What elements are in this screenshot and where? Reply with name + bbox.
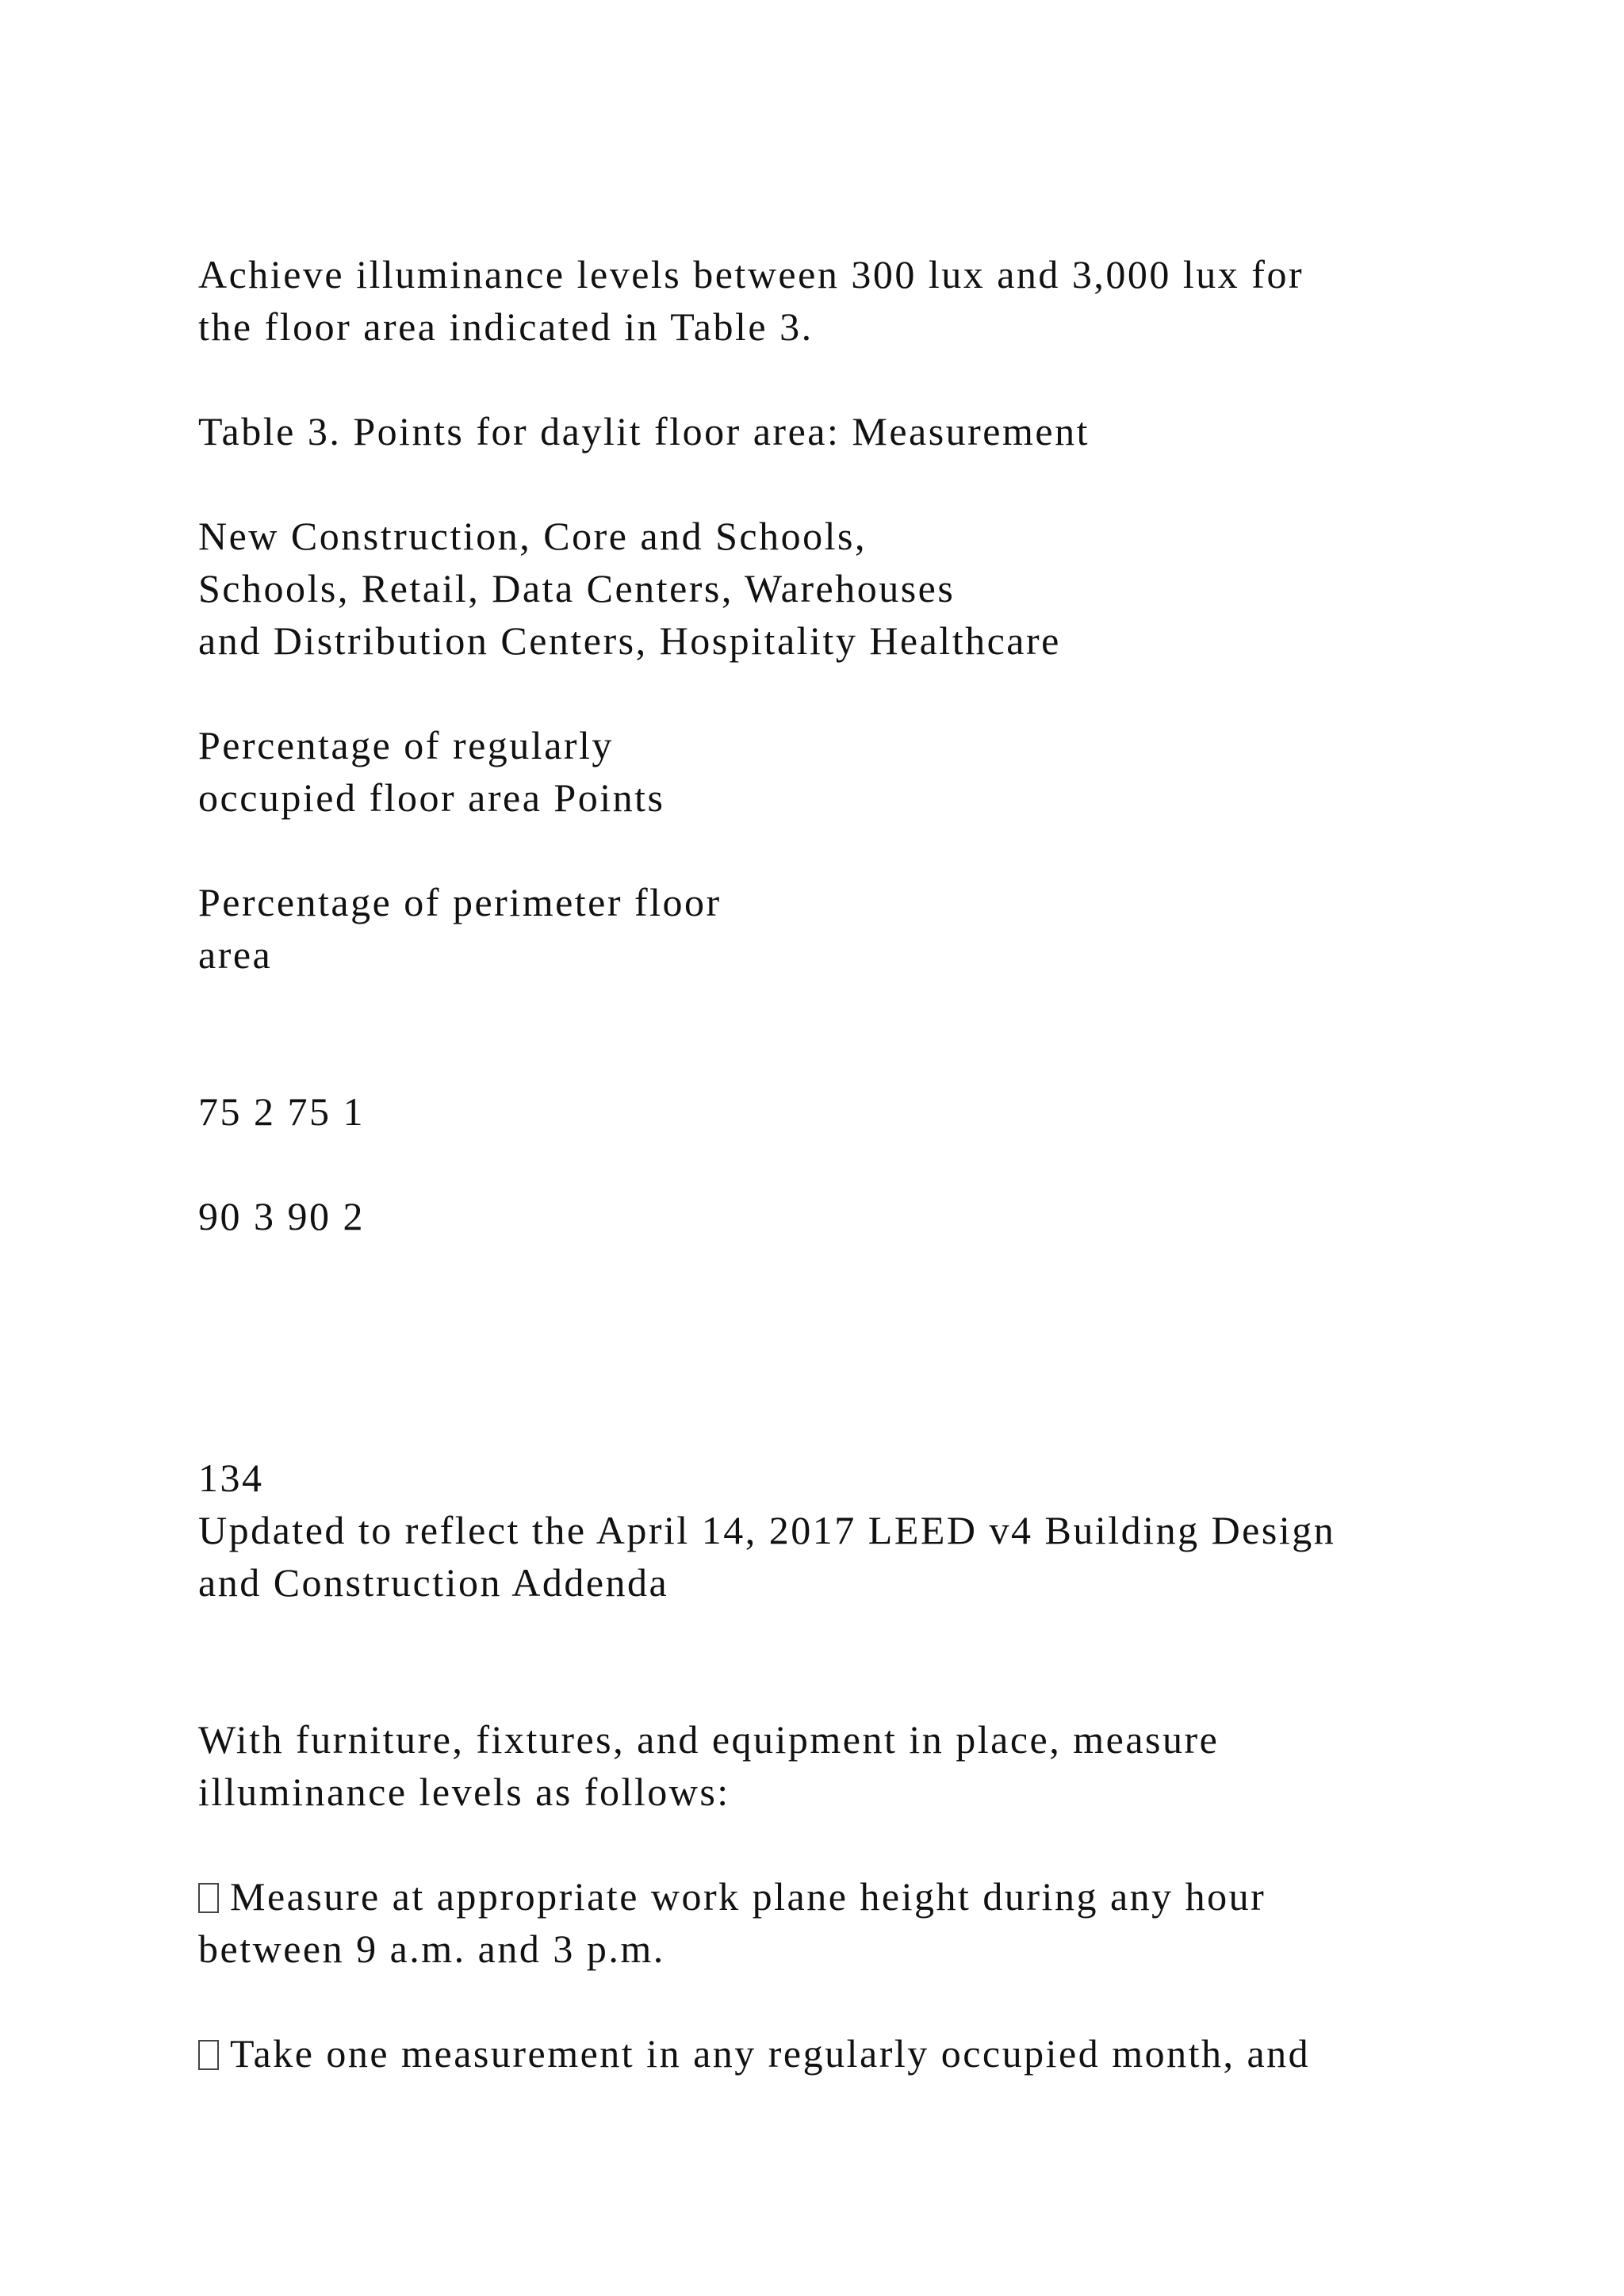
intro-line-2: the floor area indicated in Table 3. — [198, 304, 814, 349]
column-regular-line-2: occupied floor area Points — [198, 775, 665, 820]
column-perimeter-line-1: Percentage of perimeter floor — [198, 880, 722, 924]
bullet-item-1-line-2: between 9 a.m. and 3 p.m. — [198, 1927, 665, 1971]
table-header-group-line-1: New Construction, Core and Schools, — [198, 514, 867, 558]
table-header-group-line-2: Schools, Retail, Data Centers, Warehouses — [198, 566, 956, 610]
page-number: 134 — [198, 1456, 264, 1500]
measure-intro-line-1: With furniture, fixtures, and equipment in place, measure — [198, 1717, 1220, 1762]
table-header-group-line-3: and Distribution Centers, Hospitality Healthcare — [198, 618, 1061, 663]
missing-glyph-box-icon — [198, 1883, 219, 1913]
bullet-1-text: Measure at appropriate work plane height during any hour — [230, 1874, 1266, 1919]
table-row: 90 3 90 2 — [198, 1194, 365, 1238]
intro-line-1: Achieve illuminance levels between 300 lux and 3,000 lux for — [198, 252, 1304, 297]
missing-glyph-box-icon — [198, 2040, 219, 2070]
column-regular-line-1: Percentage of regularly — [198, 723, 614, 767]
footer-note-line-1: Updated to reflect the April 14, 2017 LEED v4 Building Design — [198, 1508, 1336, 1552]
bullet-2-text: Take one measurement in any regularly occupied month, and — [230, 2031, 1311, 2076]
column-perimeter-line-2: area — [198, 932, 273, 977]
table-caption: Table 3. Points for daylit floor area: Measurement — [198, 409, 1090, 453]
bullet-item-1-line-1 — [198, 1870, 1266, 1923]
footer-note-line-2: and Construction Addenda — [198, 1560, 669, 1605]
table-row: 75 2 75 1 — [198, 1089, 365, 1134]
measure-intro-line-2: illuminance levels as follows: — [198, 1770, 730, 1814]
bullet-item-2-line-1 — [198, 2027, 1310, 2080]
